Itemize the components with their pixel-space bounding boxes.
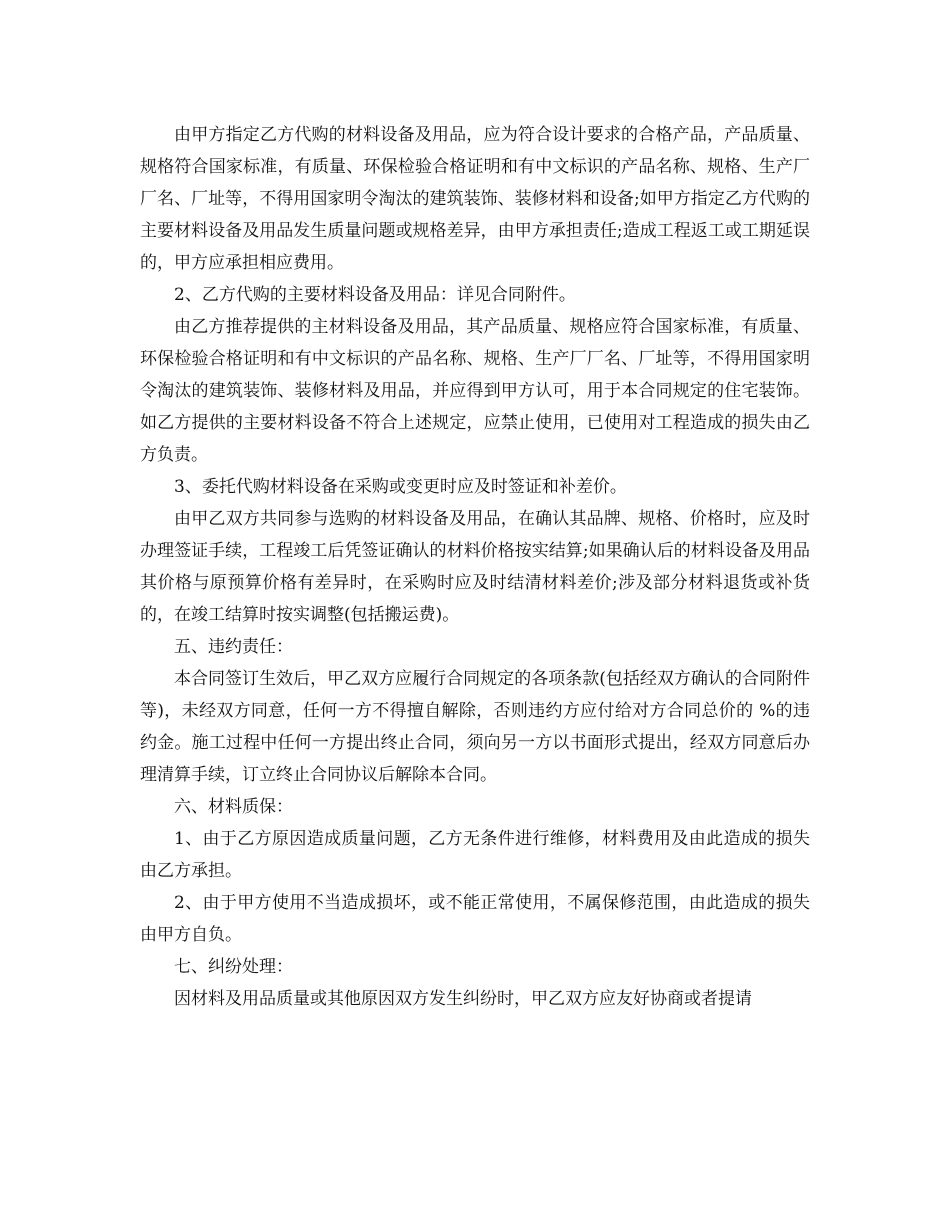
document-page — [140, 119, 810, 1015]
paragraph-breach-terms: 本合同签订生效后，甲乙双方应履行合同规定的各项条款(包括经双方确认的合同附件等)，未经双方同意，任何一方不得擅自解除，否则违约方应付给对方合同总价的 %的违约金。施工过程中任何一方提出终止合同，须向另一方以书面形式提出，经双方同意后办理清算手续，订立终止合同协议后解除本合同。 — [140, 669, 810, 785]
paragraph-designated-purchase: 由甲方指定乙方代购的材料设备及用品，应为符合设计要求的合格产品，产品质量、规格符合国家标准，有质量、环保检验合格证明和有中文标识的产品名称、规格、生产厂厂名、厂址等，不得用国家明令淘汰的建筑装饰、装修材料和设备;如甲方指定乙方代购的主要材料设备及用品发生质量问题或规格差异，由甲方承担责任;造成工程返工或工期延误的，甲方应承担相应费用。 — [140, 125, 810, 273]
paragraph-clause-2-heading: 2、乙方代购的主要材料设备及用品：详见合同附件。 — [174, 285, 576, 305]
section-heading-material-warranty: 六、材料质保： — [174, 797, 293, 817]
paragraph-dispute-terms: 因材料及用品质量或其他原因双方发生纠纷时，甲乙双方应友好协商或者提请 — [174, 989, 752, 1009]
section-heading-dispute-resolution: 七、纠纷处理： — [174, 957, 293, 977]
section-heading-breach-liability: 五、违约责任： — [174, 637, 293, 657]
paragraph-warranty-item-1: 1、由于乙方原因造成质量问题，乙方无条件进行维修，材料费用及由此造成的损失由乙方承担。 — [140, 829, 810, 881]
paragraph-joint-selection: 由甲乙双方共同参与选购的材料设备及用品，在确认其品牌、规格、价格时，应及时办理签证手续，工程竣工后凭签证确认的材料价格按实结算;如果确认后的材料设备及用品其价格与原预算价格有差异时，在采购时应及时结清材料差价;涉及部分材料退货或补货的，在竣工结算时按实调整(包括搬运费)。 — [140, 509, 810, 625]
paragraph-clause-3-heading: 3、委托代购材料设备在采购或变更时应及时签证和补差价。 — [174, 477, 627, 497]
paragraph-recommended-materials: 由乙方推荐提供的主材料设备及用品，其产品质量、规格应符合国家标准，有质量、环保检验合格证明和有中文标识的产品名称、规格、生产厂厂名、厂址等，不得用国家明令淘汰的建筑装饰、装修材料及用品，并应得到甲方认可，用于本合同规定的住宅装饰。如乙方提供的主要材料设备不符合上述规定，应禁止使用，已使用对工程造成的损失由乙方负责。 — [140, 317, 810, 465]
paragraph-warranty-item-2: 2、由于甲方使用不当造成损坏，或不能正常使用，不属保修范围，由此造成的损失由甲方自负。 — [140, 893, 810, 945]
